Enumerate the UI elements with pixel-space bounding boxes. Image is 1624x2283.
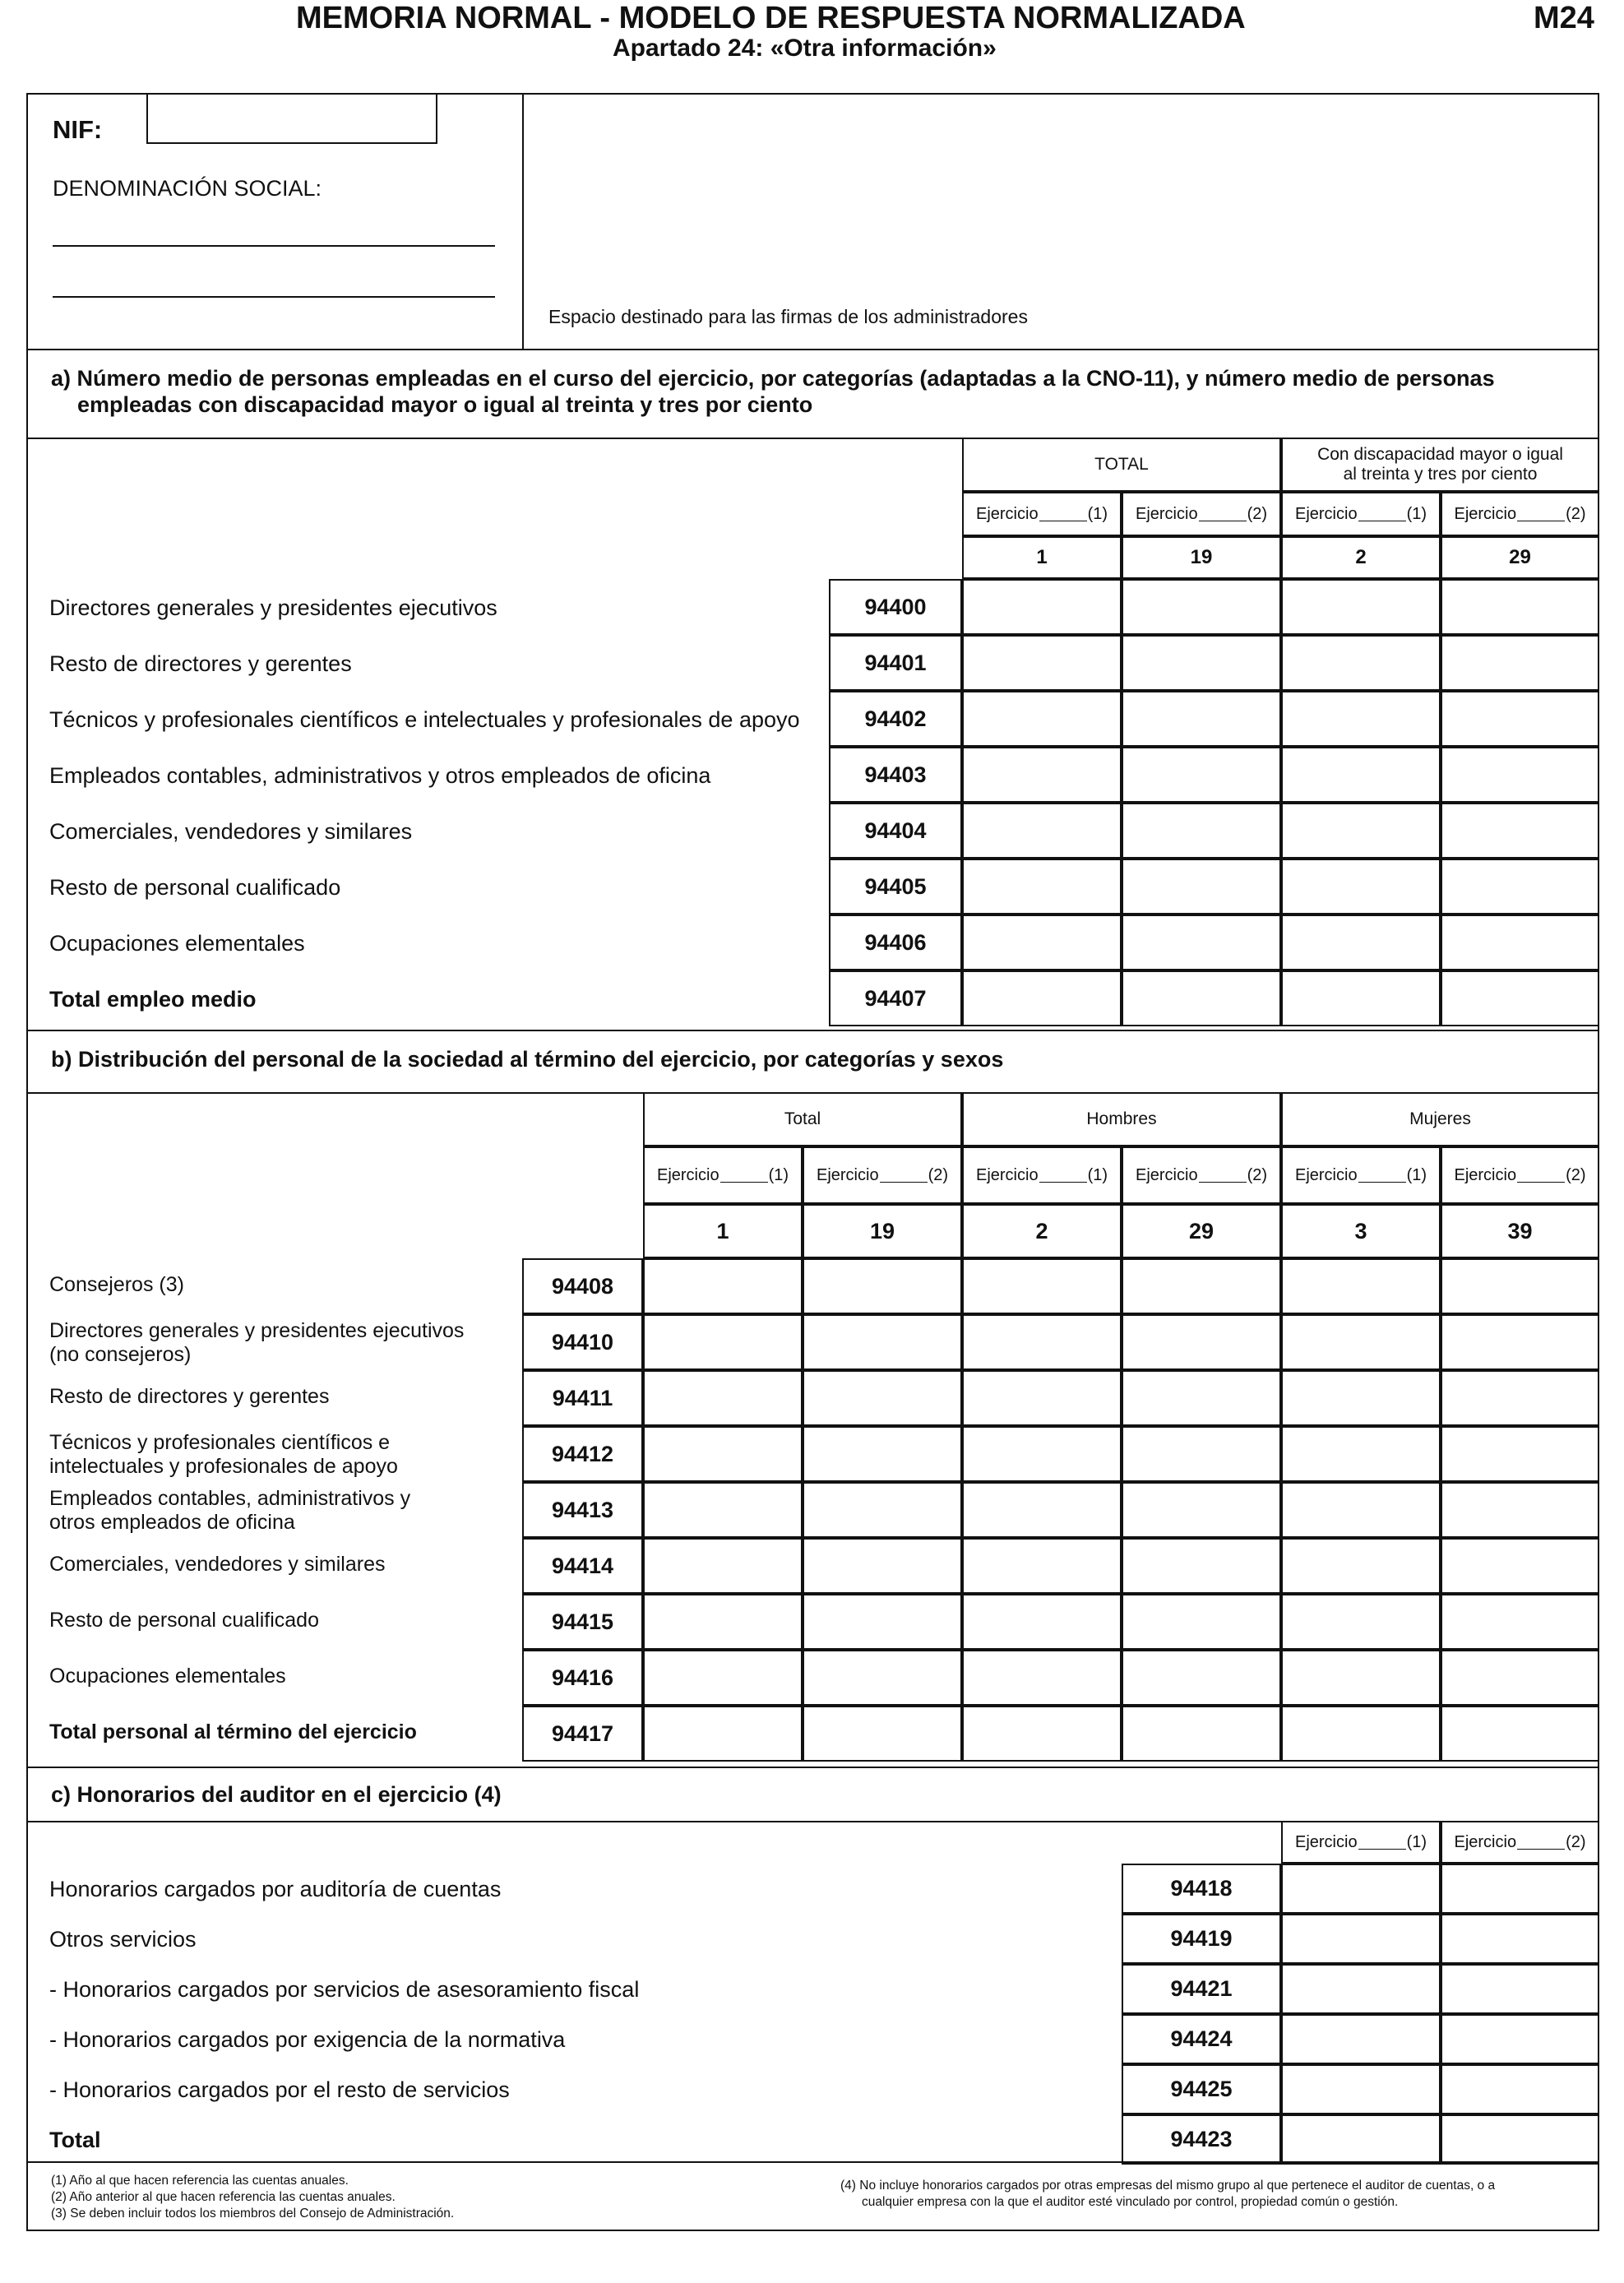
row-label-line-1: Comerciales, vendedores y similares — [49, 1553, 386, 1576]
input-cell[interactable] — [1441, 1314, 1599, 1370]
input-cell[interactable] — [1281, 1964, 1441, 2014]
input-cell[interactable] — [643, 1314, 803, 1370]
column-number-1: 19 — [1190, 546, 1213, 568]
input-cell[interactable] — [1122, 579, 1281, 635]
row-code: 94404 — [864, 817, 927, 843]
input-cell[interactable] — [1441, 747, 1599, 803]
input-cell[interactable] — [1122, 859, 1281, 915]
ejercicio-label: Ejercicio — [1294, 1832, 1358, 1851]
input-cell[interactable] — [962, 1594, 1122, 1650]
year-blank[interactable] — [1039, 507, 1087, 521]
row-label — [49, 1665, 286, 1688]
year-blank[interactable] — [1358, 1835, 1406, 1850]
nif-label: NIF: — [53, 115, 103, 144]
form-code: M24 — [1534, 1, 1594, 35]
ejercicio-label: Ejercicio — [1294, 1165, 1358, 1184]
row-code: 94425 — [1170, 2077, 1233, 2101]
group-header-1: Hombres — [1086, 1109, 1157, 1128]
row-label-line-1: Consejeros (3) — [49, 1273, 184, 1296]
column-number-3: 29 — [1509, 546, 1531, 568]
input-cell[interactable] — [1122, 635, 1281, 691]
footnote-3: (3) Se deben incluir todos los miembros del Consejo de Administración. — [51, 2207, 455, 2220]
input-cell[interactable] — [803, 1426, 962, 1482]
input-cell[interactable] — [643, 1538, 803, 1594]
row-label: Resto de directores y gerentes — [49, 651, 352, 676]
row-label: Total — [49, 2128, 101, 2152]
input-cell[interactable] — [1122, 915, 1281, 970]
column-number-2: 2 — [1035, 1218, 1048, 1243]
input-cell[interactable] — [1281, 691, 1441, 747]
input-cell[interactable] — [1281, 1258, 1441, 1314]
row-code: 94410 — [551, 1329, 614, 1355]
input-cell[interactable] — [1281, 579, 1441, 635]
page-subtitle: Apartado 24: «Otra información» — [613, 35, 997, 62]
row-label-line-1: Técnicos y profesionales científicos e — [49, 1431, 391, 1454]
ejercicio-header-0 — [1281, 1821, 1441, 1864]
section-b-title: b) Distribución del personal de la sociedad al término del ejercicio, por categorías y sexos — [51, 1047, 1004, 1072]
row-label-line-1: Ocupaciones elementales — [49, 1665, 286, 1688]
input-cell[interactable] — [1122, 1538, 1281, 1594]
input-cell[interactable] — [643, 1706, 803, 1762]
input-cell[interactable] — [1281, 1864, 1441, 1914]
column-number-4: 3 — [1354, 1218, 1367, 1243]
ejercicio-header-0 — [643, 1146, 803, 1204]
input-cell[interactable] — [1441, 1482, 1599, 1538]
input-cell[interactable] — [1281, 915, 1441, 970]
input-cell[interactable] — [1281, 1706, 1441, 1762]
ejercicio-header-1 — [1122, 492, 1281, 536]
input-cell[interactable] — [1281, 2014, 1441, 2064]
identity-bottom-rule — [26, 349, 1599, 350]
column-number-2: 2 — [1355, 546, 1367, 568]
input-cell[interactable] — [1122, 691, 1281, 747]
row-label: Comerciales, vendedores y similares — [49, 819, 413, 844]
identity-divider — [522, 93, 524, 350]
input-cell[interactable] — [1441, 691, 1599, 747]
year-blank[interactable] — [1358, 507, 1406, 521]
input-cell[interactable] — [1441, 1650, 1599, 1706]
input-cell[interactable] — [1281, 747, 1441, 803]
input-cell[interactable] — [1441, 970, 1599, 1026]
column-number-5: 39 — [1507, 1218, 1533, 1243]
disc-group-label — [1281, 438, 1599, 492]
firmas-label: Espacio destinado para las firmas de los administradores — [548, 306, 1028, 327]
year-blank[interactable] — [1199, 507, 1247, 521]
row-label: Empleados contables, administrativos y otros empleados de oficina — [49, 763, 711, 788]
input-cell[interactable] — [803, 1314, 962, 1370]
input-cell[interactable] — [803, 1258, 962, 1314]
input-cell[interactable] — [1281, 2114, 1441, 2165]
input-cell[interactable] — [962, 635, 1122, 691]
input-cell[interactable] — [962, 1482, 1122, 1538]
input-cell[interactable] — [803, 1706, 962, 1762]
input-cell[interactable] — [962, 1538, 1122, 1594]
ejercicio-ref: (2) — [1247, 504, 1268, 523]
row-code: 94401 — [864, 650, 927, 675]
group-header-2: Mujeres — [1409, 1109, 1471, 1128]
row-code: 94407 — [864, 985, 927, 1011]
section-a-title-line-1: a) Número medio de personas empleadas en el curso del ejercicio, por categorías (adaptadas a la CNO-11), y número medio de personas — [51, 366, 1495, 391]
group-header-0: Total — [784, 1109, 821, 1128]
row-label-line-1: Directores generales y presidentes ejecutivos — [49, 1319, 465, 1342]
ejercicio-ref: (2) — [1566, 1165, 1586, 1184]
row-code: 94417 — [551, 1720, 614, 1746]
column-number-3: 29 — [1188, 1218, 1215, 1243]
denominacion-line-2[interactable] — [53, 296, 495, 298]
denominacion-label: DENOMINACIÓN SOCIAL: — [53, 176, 322, 201]
row-label: Total empleo medio — [49, 987, 257, 1012]
ejercicio-label: Ejercicio — [975, 504, 1039, 523]
input-cell[interactable] — [1122, 1482, 1281, 1538]
footnotes-rule — [26, 2161, 1599, 2163]
input-cell[interactable] — [1281, 1482, 1441, 1538]
row-label: Ocupaciones elementales — [49, 931, 305, 956]
footnote-1: (1) Año al que hacen referencia las cuentas anuales. — [51, 2174, 349, 2188]
input-cell[interactable] — [962, 859, 1122, 915]
row-code: 94413 — [551, 1497, 614, 1522]
ejercicio-header-4 — [1281, 1146, 1441, 1204]
input-cell[interactable] — [1441, 915, 1599, 970]
ejercicio-label: Ejercicio — [656, 1165, 719, 1184]
row-code: 94416 — [551, 1665, 614, 1690]
ejercicio-ref: (2) — [1247, 1165, 1268, 1184]
ejercicio-header-0 — [962, 492, 1122, 536]
input-cell[interactable] — [1281, 1426, 1441, 1482]
row-label — [49, 1431, 398, 1479]
total-group-label: TOTAL — [1094, 455, 1149, 474]
section-a-title-line-2: empleadas con discapacidad mayor o igual al treinta y tres por ciento — [77, 392, 813, 417]
row-code: 94405 — [864, 873, 927, 899]
input-cell[interactable] — [1281, 1594, 1441, 1650]
input-cell[interactable] — [643, 1650, 803, 1706]
row-label-line-2: intelectuales y profesionales de apoyo — [49, 1455, 398, 1478]
year-blank[interactable] — [1517, 1835, 1565, 1850]
input-cell[interactable] — [1281, 970, 1441, 1026]
input-cell[interactable] — [1281, 803, 1441, 859]
input-cell[interactable] — [643, 1482, 803, 1538]
input-cell[interactable] — [962, 747, 1122, 803]
row-code: 94421 — [1170, 1976, 1233, 2001]
input-cell[interactable] — [1441, 859, 1599, 915]
footnote-2: (2) Año anterior al que hacen referencia las cuentas anuales. — [51, 2190, 396, 2204]
row-label: Técnicos y profesionales científicos e intelectuales y profesionales de apoyo — [49, 707, 800, 732]
section-b-top-rule — [26, 1030, 1599, 1031]
input-cell[interactable] — [1281, 635, 1441, 691]
row-label — [49, 1385, 329, 1409]
ejercicio-label: Ejercicio — [1135, 504, 1198, 523]
input-cell[interactable] — [1281, 2064, 1441, 2114]
row-code: 94402 — [864, 706, 927, 731]
input-cell[interactable] — [1441, 803, 1599, 859]
input-cell[interactable] — [1441, 1914, 1599, 1964]
input-cell[interactable] — [1441, 1964, 1599, 2014]
section-c-top-rule — [26, 1767, 1599, 1768]
ejercicio-label: Ejercicio — [816, 1165, 879, 1184]
ejercicio-label: Ejercicio — [1454, 1165, 1517, 1184]
input-cell[interactable] — [803, 1650, 962, 1706]
input-cell[interactable] — [962, 691, 1122, 747]
input-cell[interactable] — [1122, 1426, 1281, 1482]
input-cell[interactable] — [962, 1426, 1122, 1482]
input-cell[interactable] — [803, 1370, 962, 1426]
disc-group-line-2: al treinta y tres por ciento — [1343, 465, 1538, 484]
ejercicio-header-2 — [1281, 492, 1441, 536]
row-code: 94414 — [551, 1553, 614, 1578]
input-cell[interactable] — [1441, 1538, 1599, 1594]
ejercicio-ref: (1) — [1406, 504, 1427, 523]
ejercicio-ref: (1) — [1087, 504, 1108, 523]
input-cell[interactable] — [1441, 2114, 1599, 2165]
input-cell[interactable] — [1281, 1314, 1441, 1370]
input-cell[interactable] — [643, 1370, 803, 1426]
year-blank[interactable] — [720, 1168, 768, 1183]
denominacion-line-1[interactable] — [53, 245, 495, 247]
row-label: Otros servicios — [49, 1927, 197, 1952]
row-label: - Honorarios cargados por servicios de asesoramiento fiscal — [49, 1977, 640, 2002]
row-code: 94423 — [1170, 2127, 1233, 2151]
input-cell[interactable] — [1441, 1864, 1599, 1914]
row-label: Directores generales y presidentes ejecutivos — [49, 595, 497, 620]
input-cell[interactable] — [1122, 1314, 1281, 1370]
input-cell[interactable] — [962, 1706, 1122, 1762]
row-label-line-1: Total personal al término del ejercicio — [49, 1720, 417, 1744]
input-cell[interactable] — [1122, 803, 1281, 859]
input-cell[interactable] — [803, 1482, 962, 1538]
row-label: - Honorarios cargados por el resto de servicios — [49, 2077, 510, 2102]
row-label: Honorarios cargados por auditoría de cuentas — [49, 1877, 502, 1901]
row-label — [49, 1720, 417, 1744]
ejercicio-header-5 — [1441, 1146, 1599, 1204]
row-label: - Honorarios cargados por exigencia de la normativa — [49, 2027, 566, 2052]
section-c-title: c) Honorarios del auditor en el ejercicio (4) — [51, 1782, 502, 1807]
column-number-0: 1 — [716, 1218, 729, 1243]
input-cell[interactable] — [1281, 1914, 1441, 1964]
input-cell[interactable] — [1441, 2014, 1599, 2064]
input-cell[interactable] — [1441, 1706, 1599, 1762]
input-cell[interactable] — [1281, 1370, 1441, 1426]
input-cell[interactable] — [1122, 970, 1281, 1026]
year-blank[interactable] — [1517, 1168, 1565, 1183]
input-cell[interactable] — [1122, 1258, 1281, 1314]
ejercicio-header-1 — [1441, 1821, 1599, 1864]
row-label-line-2: otros empleados de oficina — [49, 1511, 295, 1534]
input-cell[interactable] — [962, 915, 1122, 970]
year-blank[interactable] — [1039, 1168, 1087, 1183]
row-code: 94412 — [551, 1441, 614, 1466]
ejercicio-label: Ejercicio — [1294, 504, 1358, 523]
input-cell[interactable] — [1441, 2064, 1599, 2114]
row-code: 94406 — [864, 929, 927, 955]
ejercicio-ref: (1) — [1406, 1832, 1427, 1851]
row-label: Resto de personal cualificado — [49, 875, 341, 900]
row-label-line-1: Resto de personal cualificado — [49, 1609, 319, 1632]
input-cell[interactable] — [1122, 747, 1281, 803]
ejercicio-header-2 — [962, 1146, 1122, 1204]
year-blank[interactable] — [1517, 507, 1565, 521]
disc-group-line-1: Con discapacidad mayor o igual — [1317, 445, 1563, 464]
input-cell[interactable] — [643, 1594, 803, 1650]
ejercicio-header-3 — [1441, 492, 1599, 536]
input-cell[interactable] — [1281, 1538, 1441, 1594]
row-label — [49, 1553, 385, 1577]
section-a-title — [51, 365, 1495, 418]
input-cell[interactable] — [1441, 579, 1599, 635]
input-cell[interactable] — [1441, 1258, 1599, 1314]
input-cell[interactable] — [962, 803, 1122, 859]
ejercicio-label: Ejercicio — [1454, 1832, 1517, 1851]
ejercicio-ref: (1) — [1406, 1165, 1427, 1184]
input-cell[interactable] — [643, 1426, 803, 1482]
row-code: 94415 — [551, 1609, 614, 1634]
row-label-line-1: Empleados contables, administrativos y — [49, 1487, 411, 1510]
row-label — [49, 1609, 319, 1632]
nif-field[interactable] — [146, 93, 437, 144]
footnote-4-line-2: cualquier empresa con la que el auditor esté vinculado por control, propiedad común o gestión. — [862, 2195, 1399, 2209]
row-label-line-2: (no consejeros) — [49, 1343, 192, 1366]
ejercicio-ref: (1) — [1087, 1165, 1108, 1184]
ejercicio-header-3 — [1122, 1146, 1281, 1204]
input-cell[interactable] — [1281, 1650, 1441, 1706]
ejercicio-ref: (2) — [1566, 1832, 1586, 1851]
row-label — [49, 1273, 184, 1297]
row-code: 94418 — [1170, 1876, 1233, 1901]
row-code: 94411 — [552, 1385, 613, 1410]
page-title: MEMORIA NORMAL - MODELO DE RESPUESTA NORMALIZADA — [296, 1, 1246, 35]
row-code: 94424 — [1170, 2026, 1233, 2051]
input-cell[interactable] — [1281, 859, 1441, 915]
input-cell[interactable] — [962, 1258, 1122, 1314]
input-cell[interactable] — [803, 1538, 962, 1594]
column-number-1: 19 — [869, 1218, 895, 1243]
row-code: 94408 — [551, 1273, 614, 1299]
ejercicio-ref: (2) — [1566, 504, 1586, 523]
row-label-line-1: Resto de directores y gerentes — [49, 1385, 330, 1408]
input-cell[interactable] — [1122, 1650, 1281, 1706]
row-code: 94419 — [1170, 1926, 1233, 1951]
footnote-4-line-1: (4) No incluye honorarios cargados por otras empresas del mismo grupo al que pertenece el auditor de cuentas, o a — [840, 2179, 1496, 2193]
input-cell[interactable] — [1441, 1594, 1599, 1650]
year-blank[interactable] — [1199, 1168, 1247, 1183]
ejercicio-label: Ejercicio — [1454, 504, 1517, 523]
input-cell[interactable] — [1122, 1370, 1281, 1426]
input-cell[interactable] — [962, 970, 1122, 1026]
input-cell[interactable] — [643, 1258, 803, 1314]
ejercicio-label: Ejercicio — [1135, 1165, 1198, 1184]
year-blank[interactable] — [880, 1168, 928, 1183]
ejercicio-header-1 — [803, 1146, 962, 1204]
input-cell[interactable] — [962, 1650, 1122, 1706]
input-cell[interactable] — [962, 1314, 1122, 1370]
row-label — [49, 1319, 464, 1367]
row-code: 94400 — [864, 594, 927, 619]
input-cell[interactable] — [962, 1370, 1122, 1426]
row-label — [49, 1487, 410, 1535]
ejercicio-ref: (2) — [928, 1165, 949, 1184]
column-number-0: 1 — [1036, 546, 1048, 568]
input-cell[interactable] — [962, 579, 1122, 635]
input-cell[interactable] — [1441, 635, 1599, 691]
input-cell[interactable] — [803, 1594, 962, 1650]
input-cell[interactable] — [1122, 1706, 1281, 1762]
row-code: 94403 — [864, 762, 927, 787]
input-cell[interactable] — [1122, 1594, 1281, 1650]
ejercicio-ref: (1) — [768, 1165, 789, 1184]
ejercicio-label: Ejercicio — [975, 1165, 1039, 1184]
input-cell[interactable] — [1441, 1370, 1599, 1426]
year-blank[interactable] — [1358, 1168, 1406, 1183]
input-cell[interactable] — [1441, 1426, 1599, 1482]
